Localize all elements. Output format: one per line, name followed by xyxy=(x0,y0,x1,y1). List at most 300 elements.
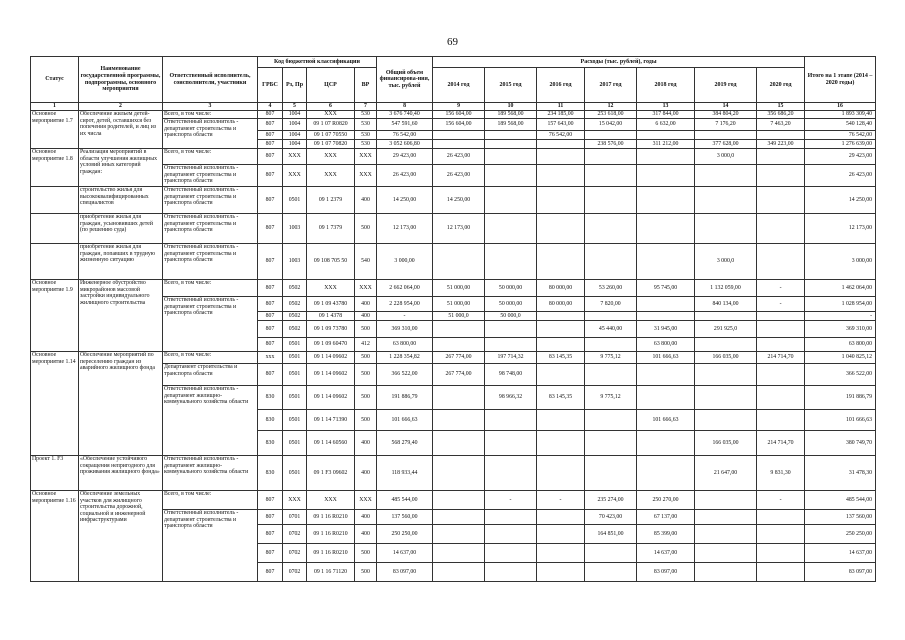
activity-name-cell: Обеспечение земельных участков для жилищного строительства дорожной, социальной и инженерной инфраструктурами xyxy=(79,491,163,582)
year-value-cell xyxy=(433,510,485,525)
csr-cell: 09 1 2379 xyxy=(307,187,355,214)
vr-cell: 500 xyxy=(355,410,377,431)
column-number: 6 xyxy=(307,103,355,111)
year-value-cell xyxy=(485,165,537,187)
year-value-cell: 840 134,00 xyxy=(695,297,757,312)
year-value-cell xyxy=(433,140,485,149)
column-number: 12 xyxy=(585,103,637,111)
header-year: 2016 год xyxy=(537,68,585,103)
vr-cell: 500 xyxy=(355,321,377,338)
rzpr-cell: 0501 xyxy=(283,410,307,431)
rzpr-cell: XXX xyxy=(283,149,307,165)
rzpr-cell: 0702 xyxy=(283,563,307,582)
grbs-cell: 807 xyxy=(258,321,283,338)
year-value-cell: 166 035,00 xyxy=(695,431,757,456)
volume-cell: 76 542,00 xyxy=(377,131,433,140)
year-value-cell xyxy=(485,321,537,338)
status-cell: Основное мероприятие 1.14 xyxy=(31,352,79,456)
year-value-cell: 349 223,00 xyxy=(757,140,805,149)
volume-cell: 101 666,63 xyxy=(377,410,433,431)
volume-cell: 369 310,00 xyxy=(377,321,433,338)
vr-cell: 540 xyxy=(355,244,377,280)
year-value-cell: 197 714,32 xyxy=(485,352,537,364)
year-value-cell xyxy=(433,386,485,410)
grbs-cell: 807 xyxy=(258,280,283,297)
year-value-cell: 51 000,00 xyxy=(433,297,485,312)
rzpr-cell: 0702 xyxy=(283,525,307,544)
header-grbs: ГРБС xyxy=(258,68,283,103)
rzpr-cell: 0702 xyxy=(283,544,307,563)
column-number: 4 xyxy=(258,103,283,111)
year-value-cell: 234 185,00 xyxy=(537,111,585,119)
total-cell: 1 276 639,00 xyxy=(805,140,876,149)
volume-cell: 3 000,00 xyxy=(377,244,433,280)
year-value-cell xyxy=(757,364,805,386)
year-value-cell: 98 966,32 xyxy=(485,386,537,410)
volume-cell: 29 423,00 xyxy=(377,149,433,165)
year-value-cell: 156 604,00 xyxy=(433,119,485,131)
rzpr-cell: 0501 xyxy=(283,187,307,214)
executor-cell: Ответственный исполнитель - департамент строительства и транспорта области xyxy=(163,510,258,582)
year-value-cell xyxy=(757,244,805,280)
year-value-cell xyxy=(585,410,637,431)
volume-cell: 568 279,40 xyxy=(377,431,433,456)
budget-table xyxy=(30,56,876,582)
csr-cell: 09 1 14 71390 xyxy=(307,410,355,431)
year-value-cell xyxy=(585,312,637,321)
csr-cell: 09 1 F3 09602 xyxy=(307,456,355,491)
year-value-cell: 80 000,00 xyxy=(537,280,585,297)
year-value-cell xyxy=(585,214,637,244)
year-value-cell xyxy=(433,431,485,456)
year-value-cell: 50 000,00 xyxy=(485,280,537,297)
vr-cell: 400 xyxy=(355,431,377,456)
year-value-cell: 53 260,00 xyxy=(585,280,637,297)
grbs-cell: 807 xyxy=(258,111,283,119)
year-value-cell xyxy=(485,544,537,563)
executor-cell: Всего, в том числе: xyxy=(163,111,258,119)
year-value-cell xyxy=(433,410,485,431)
year-value-cell xyxy=(537,214,585,244)
column-number: 1 xyxy=(31,103,79,111)
year-value-cell xyxy=(433,338,485,352)
csr-cell: 09 1 07 R0820 xyxy=(307,119,355,131)
grbs-cell: 830 xyxy=(258,431,283,456)
header-year: 2020 год xyxy=(757,68,805,103)
volume-cell: 14 637,00 xyxy=(377,544,433,563)
year-value-cell: 250 270,00 xyxy=(637,491,695,510)
column-number: 14 xyxy=(695,103,757,111)
year-value-cell xyxy=(537,544,585,563)
volume-cell: 191 886,79 xyxy=(377,386,433,410)
year-value-cell xyxy=(537,244,585,280)
year-value-cell: 51 000,0 xyxy=(433,312,485,321)
table-row xyxy=(31,214,876,244)
year-value-cell xyxy=(695,410,757,431)
year-value-cell: 356 686,20 xyxy=(757,111,805,119)
year-value-cell: 156 604,00 xyxy=(433,111,485,119)
year-value-cell: 311 212,00 xyxy=(637,140,695,149)
year-value-cell: 317 844,00 xyxy=(637,111,695,119)
year-value-cell: 76 542,00 xyxy=(537,131,585,140)
total-cell: 380 749,70 xyxy=(805,431,876,456)
year-value-cell: 3 000,0 xyxy=(695,244,757,280)
vr-cell: 530 xyxy=(355,111,377,119)
year-value-cell xyxy=(585,456,637,491)
column-number-row xyxy=(31,103,876,111)
csr-cell: 09 1 7379 xyxy=(307,214,355,244)
year-value-cell xyxy=(485,131,537,140)
year-value-cell: 83 145,35 xyxy=(537,386,585,410)
year-value-cell: 50 000,00 xyxy=(485,297,537,312)
year-value-cell: 101 666,63 xyxy=(637,352,695,364)
year-value-cell xyxy=(485,214,537,244)
year-value-cell xyxy=(637,131,695,140)
header-csr: ЦСР xyxy=(307,68,355,103)
column-number: 10 xyxy=(485,103,537,111)
csr-cell: XXX xyxy=(307,491,355,510)
year-value-cell xyxy=(537,563,585,582)
year-value-cell: 1 132 059,00 xyxy=(695,280,757,297)
activity-name-cell: строительство жилья для высококвалифицированных специалистов xyxy=(79,187,163,214)
year-value-cell: 50 000,0 xyxy=(485,312,537,321)
year-value-cell: 9 831,30 xyxy=(757,456,805,491)
header-year: 2018 год xyxy=(637,68,695,103)
year-value-cell: 384 804,20 xyxy=(695,111,757,119)
rzpr-cell: 1004 xyxy=(283,111,307,119)
total-cell: 26 423,00 xyxy=(805,165,876,187)
year-value-cell xyxy=(485,149,537,165)
volume-cell: 63 800,00 xyxy=(377,338,433,352)
grbs-cell: 807 xyxy=(258,149,283,165)
year-value-cell xyxy=(585,364,637,386)
total-cell: 14 637,00 xyxy=(805,544,876,563)
rzpr-cell: 1004 xyxy=(283,131,307,140)
year-value-cell: 189 568,00 xyxy=(485,111,537,119)
grbs-cell: 807 xyxy=(258,140,283,149)
year-value-cell: 157 643,00 xyxy=(537,119,585,131)
year-value-cell xyxy=(537,410,585,431)
rzpr-cell: 1003 xyxy=(283,214,307,244)
year-value-cell xyxy=(537,364,585,386)
year-value-cell xyxy=(433,525,485,544)
year-value-cell: 14 250,00 xyxy=(433,187,485,214)
vr-cell: 500 xyxy=(355,214,377,244)
total-cell: 76 542,00 xyxy=(805,131,876,140)
total-cell: 1 893 309,40 xyxy=(805,111,876,119)
year-value-cell xyxy=(537,321,585,338)
csr-cell: 09 1 07 70820 xyxy=(307,140,355,149)
volume-cell: 26 423,00 xyxy=(377,165,433,187)
year-value-cell xyxy=(757,312,805,321)
header-total: Итого на 1 этапе (2014 – 2020 годы) xyxy=(805,57,876,103)
year-value-cell: 267 774,00 xyxy=(433,364,485,386)
grbs-cell: 807 xyxy=(258,119,283,131)
year-value-cell xyxy=(637,149,695,165)
year-value-cell: 80 000,00 xyxy=(537,297,585,312)
total-cell: 1 040 825,12 xyxy=(805,352,876,364)
year-value-cell xyxy=(537,312,585,321)
year-value-cell xyxy=(585,338,637,352)
rzpr-cell: XXX xyxy=(283,491,307,510)
total-cell: 12 173,00 xyxy=(805,214,876,244)
year-value-cell xyxy=(585,131,637,140)
year-value-cell xyxy=(695,510,757,525)
table-row xyxy=(31,187,876,214)
vr-cell: 412 xyxy=(355,338,377,352)
grbs-cell: 807 xyxy=(258,297,283,312)
year-value-cell: 166 035,00 xyxy=(695,352,757,364)
csr-cell: XXX xyxy=(307,165,355,187)
rzpr-cell: 1003 xyxy=(283,244,307,280)
status-cell xyxy=(31,187,79,214)
total-cell: 3 000,00 xyxy=(805,244,876,280)
status-cell: Проект 1. F3 xyxy=(31,456,79,491)
executor-cell: Департамент строительства и транспорта области xyxy=(163,364,258,386)
year-value-cell xyxy=(433,456,485,491)
year-value-cell: 7 820,00 xyxy=(585,297,637,312)
year-value-cell xyxy=(585,544,637,563)
executor-cell: Ответственный исполнитель - департамент жилищно-коммунального хозяйства области xyxy=(163,456,258,491)
year-value-cell xyxy=(757,510,805,525)
year-value-cell xyxy=(695,364,757,386)
volume-cell: 83 097,00 xyxy=(377,563,433,582)
vr-cell: 400 xyxy=(355,297,377,312)
total-cell: - xyxy=(805,312,876,321)
year-value-cell xyxy=(695,187,757,214)
status-cell: Основное мероприятие 1.9 xyxy=(31,280,79,352)
year-value-cell xyxy=(433,321,485,338)
year-value-cell xyxy=(433,491,485,510)
column-number: 11 xyxy=(537,103,585,111)
year-value-cell: - xyxy=(537,491,585,510)
year-value-cell: 101 666,63 xyxy=(637,410,695,431)
year-value-cell: 26 423,00 xyxy=(433,149,485,165)
year-value-cell xyxy=(757,544,805,563)
volume-cell: - xyxy=(377,312,433,321)
csr-cell: XXX xyxy=(307,280,355,297)
year-value-cell xyxy=(757,410,805,431)
table-body xyxy=(31,111,876,582)
year-value-cell: 267 774,00 xyxy=(433,352,485,364)
table-row xyxy=(31,491,876,510)
year-value-cell: 214 714,70 xyxy=(757,352,805,364)
column-number: 15 xyxy=(757,103,805,111)
volume-cell: 485 544,00 xyxy=(377,491,433,510)
csr-cell: 09 1 14 60560 xyxy=(307,431,355,456)
grbs-cell: 807 xyxy=(258,214,283,244)
year-value-cell: - xyxy=(757,280,805,297)
year-value-cell: 51 000,00 xyxy=(433,280,485,297)
activity-name-cell: Реализация мероприятий в области улучшения жилищных условий иных категорий граждан: xyxy=(79,149,163,187)
csr-cell: 09 1 16 R0210 xyxy=(307,544,355,563)
year-value-cell: 253 618,00 xyxy=(585,111,637,119)
year-value-cell xyxy=(585,563,637,582)
csr-cell: XXX xyxy=(307,149,355,165)
year-value-cell: 12 173,00 xyxy=(433,214,485,244)
vr-cell: 500 xyxy=(355,364,377,386)
year-value-cell xyxy=(695,525,757,544)
csr-cell: 09 108 705 50 xyxy=(307,244,355,280)
total-cell: 63 800,00 xyxy=(805,338,876,352)
activity-name-cell: приобретение жилья для граждан, усыновивших детей (по решению суда) xyxy=(79,214,163,244)
grbs-cell: 807 xyxy=(258,187,283,214)
year-value-cell: 291 925,0 xyxy=(695,321,757,338)
rzpr-cell: 1004 xyxy=(283,119,307,131)
year-value-cell xyxy=(757,165,805,187)
year-value-cell: 63 800,00 xyxy=(637,338,695,352)
volume-cell: 366 522,00 xyxy=(377,364,433,386)
volume-cell: 118 933,44 xyxy=(377,456,433,491)
vr-cell: 500 xyxy=(355,544,377,563)
year-value-cell xyxy=(695,544,757,563)
activity-name-cell: Инженерное обустройство микрорайонов массовой застройки индивидуального жилищного строительства xyxy=(79,280,163,352)
year-value-cell xyxy=(485,431,537,456)
status-cell xyxy=(31,244,79,280)
year-value-cell xyxy=(757,214,805,244)
total-cell: 101 666,63 xyxy=(805,410,876,431)
rzpr-cell: 0501 xyxy=(283,352,307,364)
grbs-cell: 807 xyxy=(258,544,283,563)
year-value-cell xyxy=(537,140,585,149)
activity-name-cell: «Обеспечение устойчивого сокращения непригодного для проживания жилищного фонда» xyxy=(79,456,163,491)
column-number: 7 xyxy=(355,103,377,111)
year-value-cell: - xyxy=(757,491,805,510)
volume-cell: 2 228 954,00 xyxy=(377,297,433,312)
rzpr-cell: XXX xyxy=(283,165,307,187)
year-value-cell xyxy=(585,187,637,214)
year-value-cell xyxy=(537,187,585,214)
column-number: 13 xyxy=(637,103,695,111)
vr-cell: 500 xyxy=(355,563,377,582)
grbs-cell: 807 xyxy=(258,491,283,510)
year-value-cell xyxy=(695,131,757,140)
year-value-cell xyxy=(433,131,485,140)
page-number: 69 xyxy=(447,36,458,48)
rzpr-cell: 1004 xyxy=(283,140,307,149)
volume-cell: 1 228 354,82 xyxy=(377,352,433,364)
year-value-cell: 14 637,00 xyxy=(637,544,695,563)
executor-cell: Всего, в том числе: xyxy=(163,491,258,510)
csr-cell: 09 1 14 09602 xyxy=(307,364,355,386)
year-value-cell xyxy=(637,187,695,214)
grbs-cell: 807 xyxy=(258,131,283,140)
year-value-cell xyxy=(585,165,637,187)
year-value-cell xyxy=(537,510,585,525)
header-rzpr: Рз, Пр xyxy=(283,68,307,103)
year-value-cell xyxy=(637,214,695,244)
vr-cell: 530 xyxy=(355,131,377,140)
year-value-cell xyxy=(695,214,757,244)
year-value-cell xyxy=(585,149,637,165)
year-value-cell: 83 097,00 xyxy=(637,563,695,582)
year-value-cell xyxy=(485,187,537,214)
volume-cell: 2 662 064,00 xyxy=(377,280,433,297)
year-value-cell xyxy=(485,525,537,544)
year-value-cell: 45 440,00 xyxy=(585,321,637,338)
year-value-cell xyxy=(485,338,537,352)
year-value-cell xyxy=(637,244,695,280)
volume-cell: 250 250,00 xyxy=(377,525,433,544)
year-value-cell: 164 851,00 xyxy=(585,525,637,544)
year-value-cell: 9 775,12 xyxy=(585,352,637,364)
grbs-cell: 807 xyxy=(258,244,283,280)
executor-cell: Ответственный исполнитель - департамент строительства и транспорта области xyxy=(163,187,258,214)
total-cell: 191 886,79 xyxy=(805,386,876,410)
rzpr-cell: 0501 xyxy=(283,456,307,491)
year-value-cell xyxy=(637,364,695,386)
year-value-cell: 214 714,70 xyxy=(757,431,805,456)
rzpr-cell: 0502 xyxy=(283,321,307,338)
grbs-cell: 830 xyxy=(258,386,283,410)
header-vr: ВР xyxy=(355,68,377,103)
year-value-cell xyxy=(485,410,537,431)
year-value-cell: 235 274,00 xyxy=(585,491,637,510)
status-cell: Основное мероприятие 1.16 xyxy=(31,491,79,582)
status-cell xyxy=(31,214,79,244)
grbs-cell: 807 xyxy=(258,510,283,525)
vr-cell: 500 xyxy=(355,386,377,410)
grbs-cell: 807 xyxy=(258,165,283,187)
header-status: Статус xyxy=(31,57,79,103)
header-year: 2017 год xyxy=(585,68,637,103)
year-value-cell xyxy=(757,131,805,140)
csr-cell: XXX xyxy=(307,111,355,119)
year-value-cell xyxy=(537,431,585,456)
year-value-cell xyxy=(485,563,537,582)
year-value-cell: 6 632,00 xyxy=(637,119,695,131)
year-value-cell: 26 423,00 xyxy=(433,165,485,187)
year-value-cell: 85 399,00 xyxy=(637,525,695,544)
column-number: 8 xyxy=(377,103,433,111)
vr-cell: 400 xyxy=(355,525,377,544)
year-value-cell: - xyxy=(757,297,805,312)
volume-cell: 3 676 740,40 xyxy=(377,111,433,119)
table-row xyxy=(31,244,876,280)
year-value-cell xyxy=(537,165,585,187)
volume-cell: 12 173,00 xyxy=(377,214,433,244)
column-number: 3 xyxy=(163,103,258,111)
year-value-cell: 189 568,00 xyxy=(485,119,537,131)
total-cell: 31 478,30 xyxy=(805,456,876,491)
grbs-cell: 807 xyxy=(258,338,283,352)
rzpr-cell: 0501 xyxy=(283,364,307,386)
year-value-cell xyxy=(485,510,537,525)
year-value-cell xyxy=(433,544,485,563)
year-value-cell: 21 647,00 xyxy=(695,456,757,491)
year-value-cell xyxy=(637,386,695,410)
table-row xyxy=(31,111,876,119)
year-value-cell xyxy=(695,312,757,321)
executor-cell: Ответственный исполнитель - департамент строительства и транспорта области xyxy=(163,165,258,187)
grbs-cell: 807 xyxy=(258,525,283,544)
year-value-cell xyxy=(537,338,585,352)
year-value-cell: 95 745,00 xyxy=(637,280,695,297)
year-value-cell: 3 000,0 xyxy=(695,149,757,165)
year-value-cell: 238 576,00 xyxy=(585,140,637,149)
rzpr-cell: 0501 xyxy=(283,338,307,352)
year-value-cell xyxy=(757,386,805,410)
executor-cell: Ответственный исполнитель - департамент жилищно-коммунального хозяйства области xyxy=(163,386,258,456)
year-value-cell xyxy=(637,431,695,456)
year-value-cell: 15 042,00 xyxy=(585,119,637,131)
csr-cell: 09 1 09 73780 xyxy=(307,321,355,338)
table-row xyxy=(31,352,876,364)
year-value-cell: 7 463,20 xyxy=(757,119,805,131)
rzpr-cell: 0501 xyxy=(283,431,307,456)
year-value-cell: 83 145,35 xyxy=(537,352,585,364)
year-value-cell xyxy=(637,312,695,321)
